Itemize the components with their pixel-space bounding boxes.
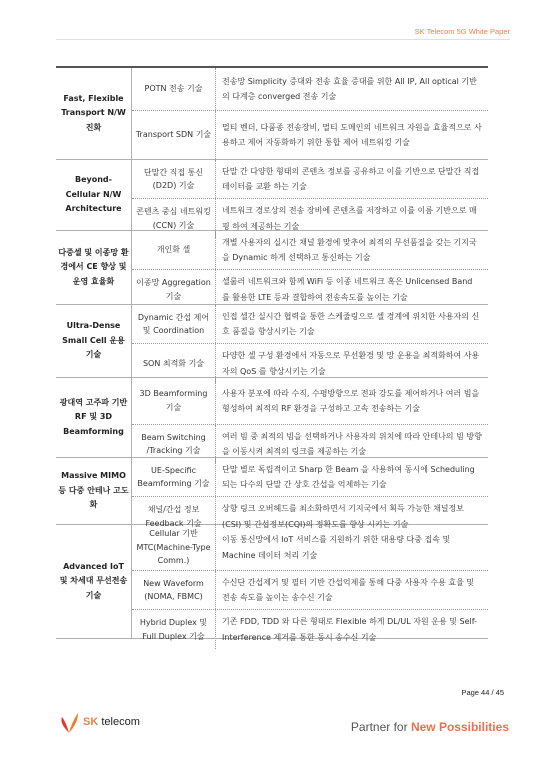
tech-name: New Waveform (NOMA, FBMC): [132, 571, 216, 609]
table-row: [132, 160, 488, 198]
tech-description: 수신단 간섭제거 및 필터 기반 간섭억제를 통해 다중 사용자 수용 효율 및 전송 속도를 높이는 송수신 기술: [222, 578, 475, 603]
header-divider: [56, 39, 510, 40]
page-number: Page 44 / 45: [461, 688, 504, 697]
tech-description: 사용자 분포에 따라 수직, 수평방향으로 전파 강도를 제어하거나 여러 빔을 형성하여 최적의 RF 환경을 구성하고 고속 전송하는 기술: [222, 388, 480, 413]
sk-telecom-logo: [58, 709, 140, 735]
tech-description: 단말 간 다양한 형태의 콘텐츠 정보를 공유하고 이를 기반으로 단말간 직접 데이터를 교환 하는 기술: [222, 167, 480, 192]
table-row: [132, 378, 488, 424]
tech-name: Dynamic 간섭 제어 및 Coordination: [132, 305, 216, 343]
table-group: [56, 231, 488, 305]
tech-name: UE-Specific Beamforming 기술: [132, 458, 216, 496]
table-group: [56, 378, 488, 458]
table-group: [56, 305, 488, 378]
tech-description: 기존 FDD, TDD 와 다른 형태로 Flexible 하게 DL/UL 자원 운용 및 Self-Interference 제거를 통한 동시 송수신 기술: [222, 617, 478, 642]
tech-description: 개별 사용자의 실시간 채널 환경에 맞추어 최적의 무선품질을 갖는 기지국을 Dynamic 하게 선택하고 통신하는 기술: [222, 238, 477, 263]
tech-name: 단말간 직접 통신 (D2D) 기술: [132, 160, 216, 198]
table-row: [132, 110, 488, 159]
tech-name: Cellular 기반 MTC(Machine-Type Comm.): [132, 525, 216, 570]
tech-description: 전송망 Simplicity 증대와 전송 효율 증대를 위한 All IP, All optical 기반의 다계층 converged 전송 기술: [222, 76, 477, 101]
table-row: [132, 458, 488, 496]
tech-description: 상향 링크 오버헤드를 최소화하면서 기지국에서 획득 가능한 채널정보(CSI) 및 간섭정보(CQI)의 정확도를 향상 시키는 기술: [222, 504, 464, 529]
group-category: Beyond-Cellular N/W Architecture: [56, 160, 132, 230]
tech-name: 개인화 셀: [132, 231, 216, 269]
technology-table: [56, 66, 488, 642]
tech-name: SON 최적화 기술: [132, 344, 216, 382]
tech-description: 단말 별로 독립적이고 Sharp 한 Beam 을 사용하여 동시에 Scheduling 되는 다수의 단말 간 상호 간섭을 억제하는 기술: [222, 465, 475, 490]
table-row: [132, 343, 488, 382]
tech-name: Beam Switching /Tracking 기술: [132, 425, 216, 463]
table-group: [56, 458, 488, 529]
table-row: [132, 305, 488, 343]
logo-text: [83, 716, 140, 728]
tech-description: 여러 빔 중 최적의 빔을 선택하거나 사용자의 위치에 따라 안테나의 빔 방향을 이동시켜 최적의 링크를 제공하는 기술: [222, 432, 482, 457]
tech-name: Transport SDN 기술: [132, 111, 216, 159]
table-group: [56, 525, 488, 642]
table-row: [132, 609, 488, 648]
logo-telecom: telecom: [101, 716, 140, 728]
tech-name: 콘텐츠 중심 네트워킹(CCN) 기술: [132, 199, 216, 237]
tech-description: 멀티 벤더, 다품종 전송장비, 멀티 도메인의 네트워크 자원을 효율적으로 사용하고 제어 자동화하기 위한 통합 제어 네트워킹 기술: [222, 122, 482, 147]
group-category: Fast, Flexible Transport N/W 진화: [56, 68, 132, 159]
header-title: SK Telecom 5G White Paper: [414, 27, 510, 36]
tech-name: 이종망 Aggregation 기술: [132, 270, 216, 308]
group-category: Ultra-Dense Small Cell 운용 기술: [56, 305, 132, 377]
sk-butterfly-icon: [58, 709, 80, 735]
table-row: [132, 68, 488, 110]
table-group: [56, 160, 488, 231]
logo-sk: SK: [83, 716, 99, 728]
table-row: [132, 231, 488, 269]
tech-name: Hybrid Duplex 및 Full Duplex 기술: [132, 610, 216, 648]
tech-description: 다양한 셀 구성 환경에서 자동으로 무선환경 및 망 운용을 최적화하여 사용자의 QoS 를 향상시키는 기술: [222, 351, 480, 376]
tech-name: 3D Beamforming 기술: [132, 378, 216, 424]
table-group: [56, 66, 488, 160]
tagline: [351, 720, 509, 734]
table-row: [132, 570, 488, 609]
tagline-prefix: Partner for: [350, 720, 408, 734]
tech-description: 셀룰러 네트워크와 함께 WiFi 등 이종 네트워크 혹은 Unlicensed Band 를 활용한 LTE 등과 결합하여 전송속도를 높이는 기술: [222, 277, 473, 302]
table-row: [132, 525, 488, 570]
group-category: Advanced IoT 및 차세대 무선전송 기술: [56, 525, 132, 638]
group-category: Massive MIMO 등 다중 안테나 고도화: [56, 458, 132, 524]
tech-description: 인접 셀간 실시간 협력을 통한 스케줄링으로 셀 경계에 위치한 사용자의 신호 품질을 향상시키는 기술: [222, 312, 480, 337]
table-row: [132, 269, 488, 308]
tech-description: 이동 통신망에서 IoT 서비스를 지원하기 위한 대용량 다중 접속 및 Machine 데이터 처리 기술: [222, 535, 451, 560]
tech-name: 채널/간섭 정보 Feedback 기술: [132, 497, 216, 535]
tech-description: 네트워크 경로상의 전송 장비에 콘텐츠를 저장하고 이를 이름 기반으로 매핑 하여 제공하는 기술: [222, 206, 477, 231]
group-category: 다중셀 및 이종망 환경에서 CE 향상 및 운영 효율화: [56, 231, 132, 304]
tech-name: POTN 전송 기술: [132, 68, 216, 110]
group-category: 광대역 고주파 기반 RF 및 3D Beamforming: [56, 378, 132, 457]
tagline-highlight: New Possibilities: [410, 720, 509, 734]
